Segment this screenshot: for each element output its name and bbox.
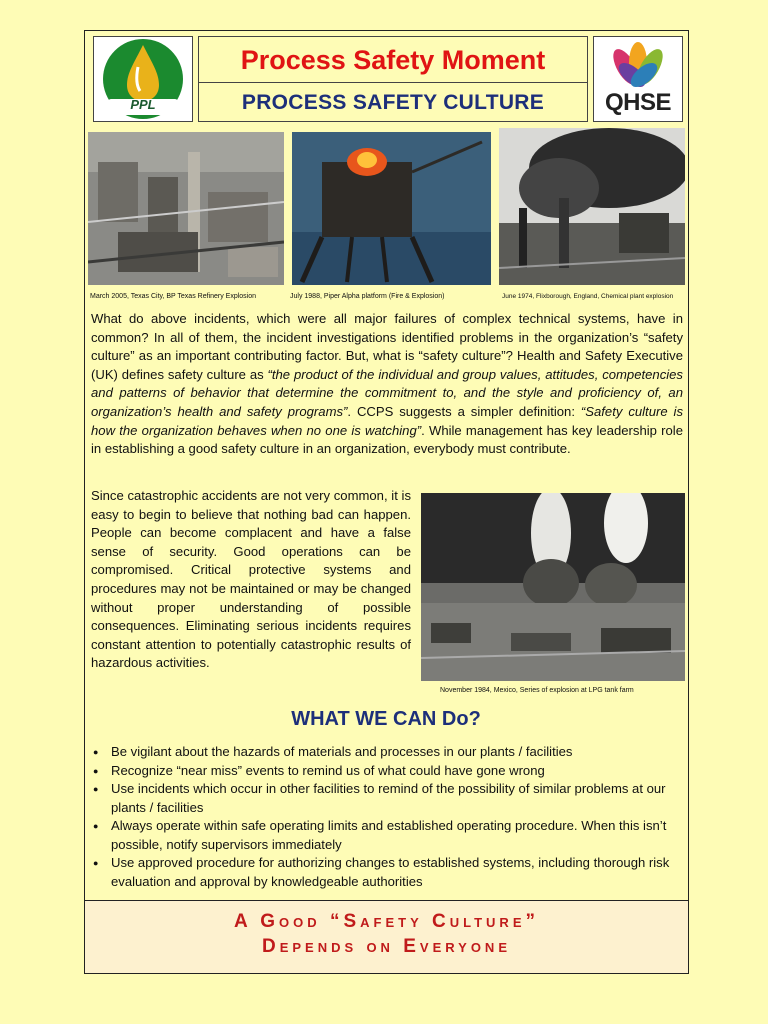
footer-line-2: Depends on Everyone <box>261 936 511 957</box>
qhse-logo-text: QHSE <box>604 89 671 116</box>
refinery-debris-image <box>88 132 284 285</box>
complacency-paragraph: Since catastrophic accidents are not very common, it is easy to begin to believe that nothing bad can happen. People can become complacent and have a false sense of security. Good operations can be compromised. Critical protective systems and procedures may not be maintained or may be changed without proper understanding of possible consequences. Eliminating serious incidents requires constant attention to potentially catastrophic results of hazardous activities. <box>91 488 411 671</box>
footer-banner <box>84 900 689 974</box>
lpg-tank-farm-explosion-image <box>421 493 685 681</box>
intro-paragraph <box>91 310 683 459</box>
ccps-definition-quote: “Safety culture is how the organization behaves when no one is watching” <box>91 403 683 438</box>
list-item: ● Recognize “near miss” events to remind us of what could have gone wrong <box>91 762 683 781</box>
intro-text-3: . While management has key leadership role in establishing a good safety culture in an organization, everybody must contribute. <box>91 422 684 457</box>
title-box <box>198 36 588 122</box>
photo-piper-alpha <box>292 132 491 285</box>
poster-frame <box>84 30 689 974</box>
header <box>85 31 687 127</box>
photo-mexico-lpg <box>421 493 685 681</box>
photo-texas-city <box>88 132 284 285</box>
list-item: ● Be vigilant about the hazards of materials and processes in our plants / facilities <box>91 743 683 762</box>
oil-platform-fire-image <box>292 132 491 285</box>
hse-definition-quote: “the product of the individual and group values, attitudes, competencies and patterns of behavior that determine the commitment to, and the style and proficiency of, an organization’s health and safety programs” <box>91 366 683 419</box>
page-title: Process Safety Moment <box>199 37 587 83</box>
caption-photo-2: July 1988, Piper Alpha platform (Fire & Explosion) <box>290 293 445 300</box>
flower-icon <box>594 39 682 94</box>
qhse-logo <box>593 36 683 122</box>
list-item: ● Use approved procedure for authorizing changes to established systems, including thorough risk evaluation and approval by knowledgeable authorities <box>91 854 683 891</box>
list-item: ● Use incidents which occur in other facilities to remind of the possibility of similar problems at our plants / facilities <box>91 780 683 817</box>
intro-text-1: What do above incidents, which were all major failures of complex technical systems, have in common? In all of them, the incident investigations identified problems in the organization’s “safety culture” as an important contributing factor. But, what is “safety culture”? Health and Safety Executive (UK) defines safety culture as <box>91 311 683 382</box>
caption-photo-1: March 2005, Texas City, BP Texas Refinery Explosion <box>90 293 257 300</box>
list-item: ● Always operate within safe operating limits and established operating procedure. When this isn’t possible, notify supervisors immediately <box>91 817 683 854</box>
what-we-can-do-heading: WHAT WE CAN Do? <box>291 708 481 730</box>
caption-photo-4: November 1984, Mexico, Series of explosion at LPG tank farm <box>440 687 634 694</box>
photo-flixborough <box>499 128 685 285</box>
caption-photo-3: June 1974, Flixborough, England, Chemical plant explosion <box>502 293 674 300</box>
action-list <box>91 743 683 891</box>
ppl-logo <box>93 36 193 122</box>
ppl-logo-text: PPL <box>130 97 156 112</box>
intro-text-2: . CCPS suggests a simpler definition: <box>347 403 581 419</box>
footer-line-1: A Good “Safety Culture” <box>233 911 539 932</box>
chemical-plant-smoke-image <box>499 128 685 285</box>
page-subtitle: PROCESS SAFETY CULTURE <box>241 91 545 114</box>
